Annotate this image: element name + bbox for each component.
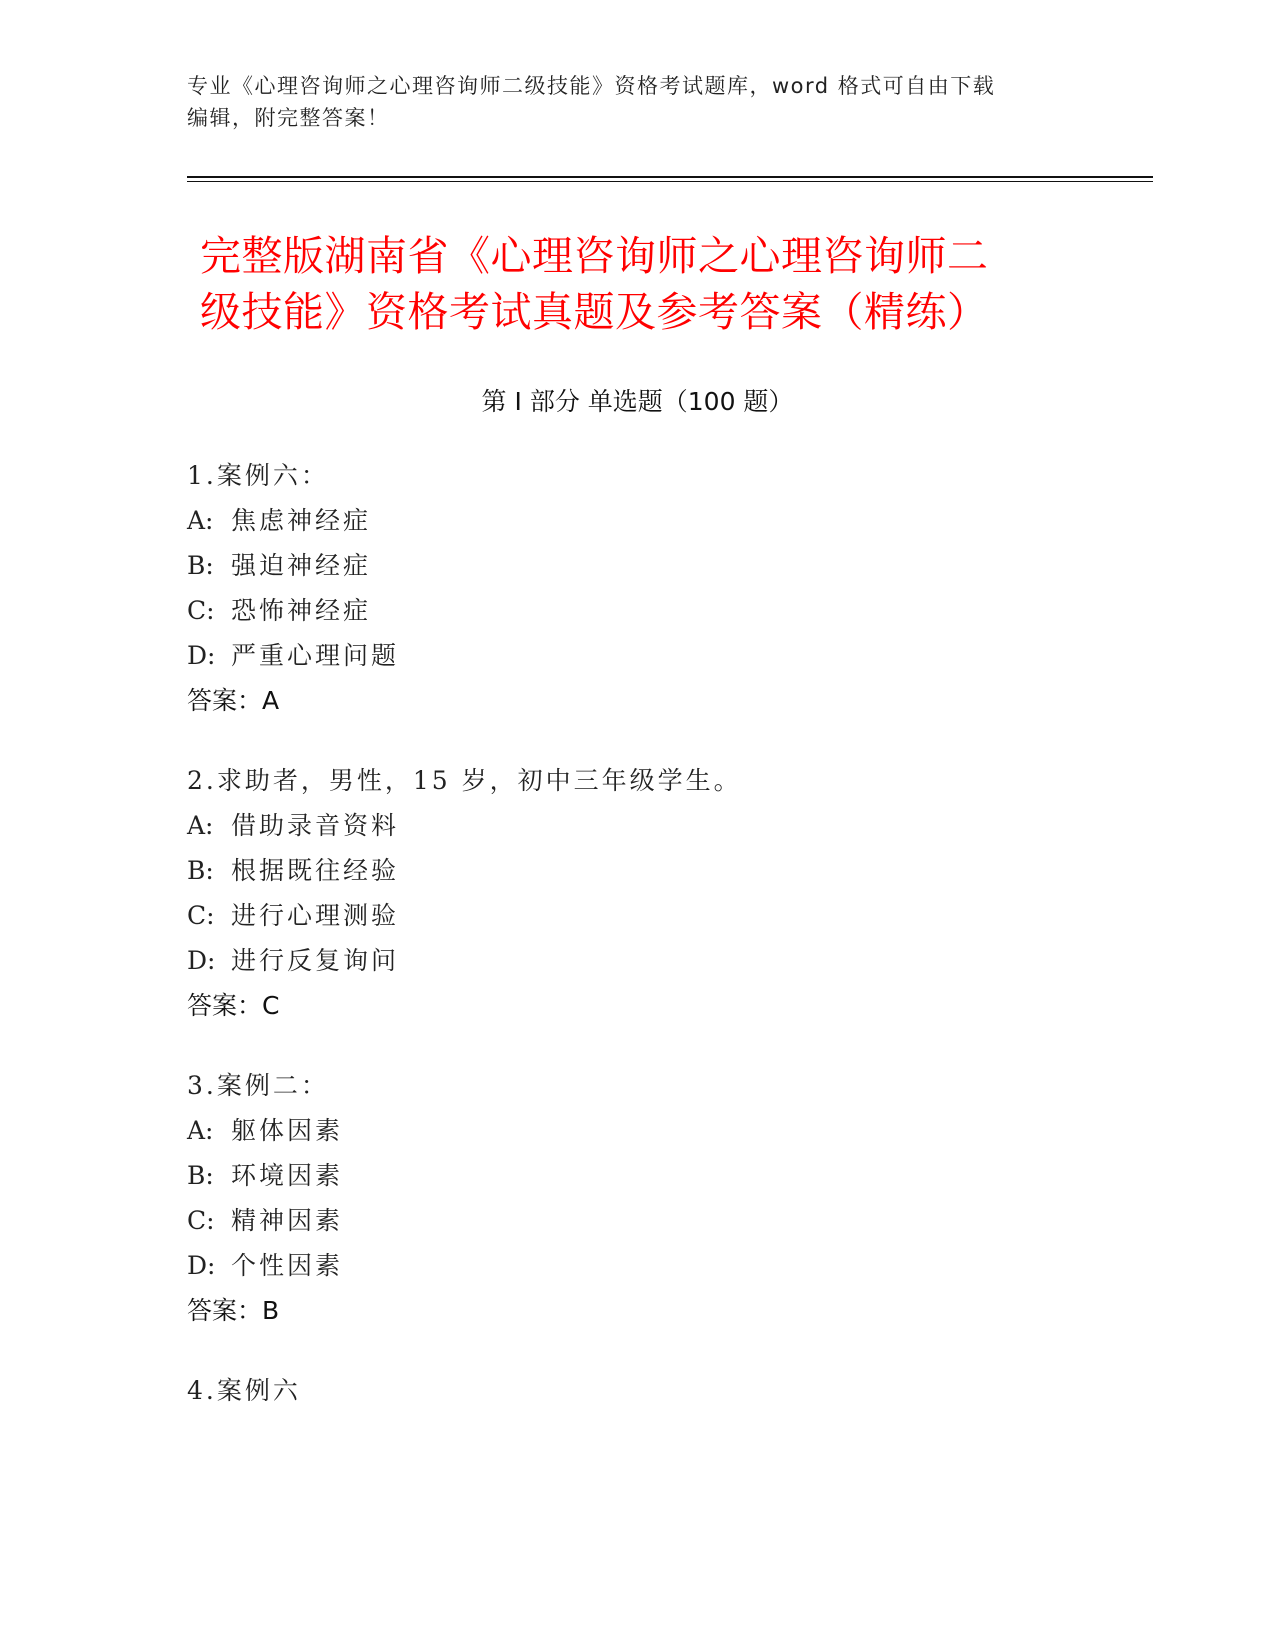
option-d	[187, 1243, 1087, 1288]
header-note-line-2: 编辑，附完整答案！	[187, 106, 390, 130]
document-title	[200, 228, 1100, 340]
header-divider-thin	[187, 181, 1153, 182]
option-c	[187, 1198, 1087, 1243]
option-text: 恐怖神经症	[231, 596, 372, 625]
option-letter: C:	[187, 596, 215, 625]
header-note-line-1: 专业《心理咨询师之心理咨询师二级技能》资格考试题库，word 格式可自由下载	[187, 74, 996, 98]
option-letter: D:	[187, 1251, 216, 1280]
option-d	[187, 633, 1087, 678]
option-letter: A:	[187, 506, 214, 535]
option-text: 焦虑神经症	[231, 506, 372, 535]
answer: 答案：A	[187, 686, 280, 715]
option-a	[187, 1108, 1087, 1153]
option-text: 个性因素	[231, 1251, 344, 1280]
option-b	[187, 1153, 1087, 1198]
option-b	[187, 543, 1087, 588]
option-c	[187, 893, 1087, 938]
answer: 答案：C	[187, 991, 280, 1020]
option-a	[187, 498, 1087, 543]
question-4	[187, 1368, 1087, 1413]
option-text: 躯体因素	[231, 1116, 344, 1145]
option-text: 进行反复询问	[231, 946, 400, 975]
document-title-line-2: 级技能》资格考试真题及参考答案（精练）	[200, 288, 989, 336]
option-text: 根据既往经验	[231, 856, 400, 885]
option-letter: C:	[187, 1206, 215, 1235]
option-text: 进行心理测验	[231, 901, 400, 930]
option-text: 环境因素	[231, 1161, 344, 1190]
option-letter: C:	[187, 901, 215, 930]
option-letter: D:	[187, 946, 216, 975]
option-letter: B:	[187, 856, 214, 885]
section-heading: 第 I 部分 单选题（100 题）	[481, 387, 794, 416]
option-letter: B:	[187, 1161, 214, 1190]
option-letter: A:	[187, 811, 214, 840]
option-text: 精神因素	[231, 1206, 344, 1235]
answer: 答案：B	[187, 1296, 280, 1325]
option-letter: B:	[187, 551, 214, 580]
option-text: 借助录音资料	[231, 811, 400, 840]
document-title-line-1: 完整版湖南省《心理咨询师之心理咨询师二	[200, 232, 989, 280]
option-text: 严重心理问题	[231, 641, 400, 670]
question-3	[187, 1063, 1087, 1333]
option-c	[187, 588, 1087, 633]
question-stem: 4.案例六	[187, 1376, 301, 1405]
header-note	[187, 70, 1067, 134]
option-b	[187, 848, 1087, 893]
option-a	[187, 803, 1087, 848]
question-1	[187, 453, 1087, 723]
option-letter: A:	[187, 1116, 214, 1145]
option-letter: D:	[187, 641, 216, 670]
header-divider-thick	[187, 176, 1153, 178]
question-stem: 3.案例二：	[187, 1071, 329, 1100]
option-d	[187, 938, 1087, 983]
question-stem: 2.求助者，男性，15 岁，初中三年级学生。	[187, 766, 742, 795]
question-2	[187, 758, 1087, 1028]
option-text: 强迫神经症	[231, 551, 372, 580]
question-stem: 1.案例六：	[187, 461, 329, 490]
